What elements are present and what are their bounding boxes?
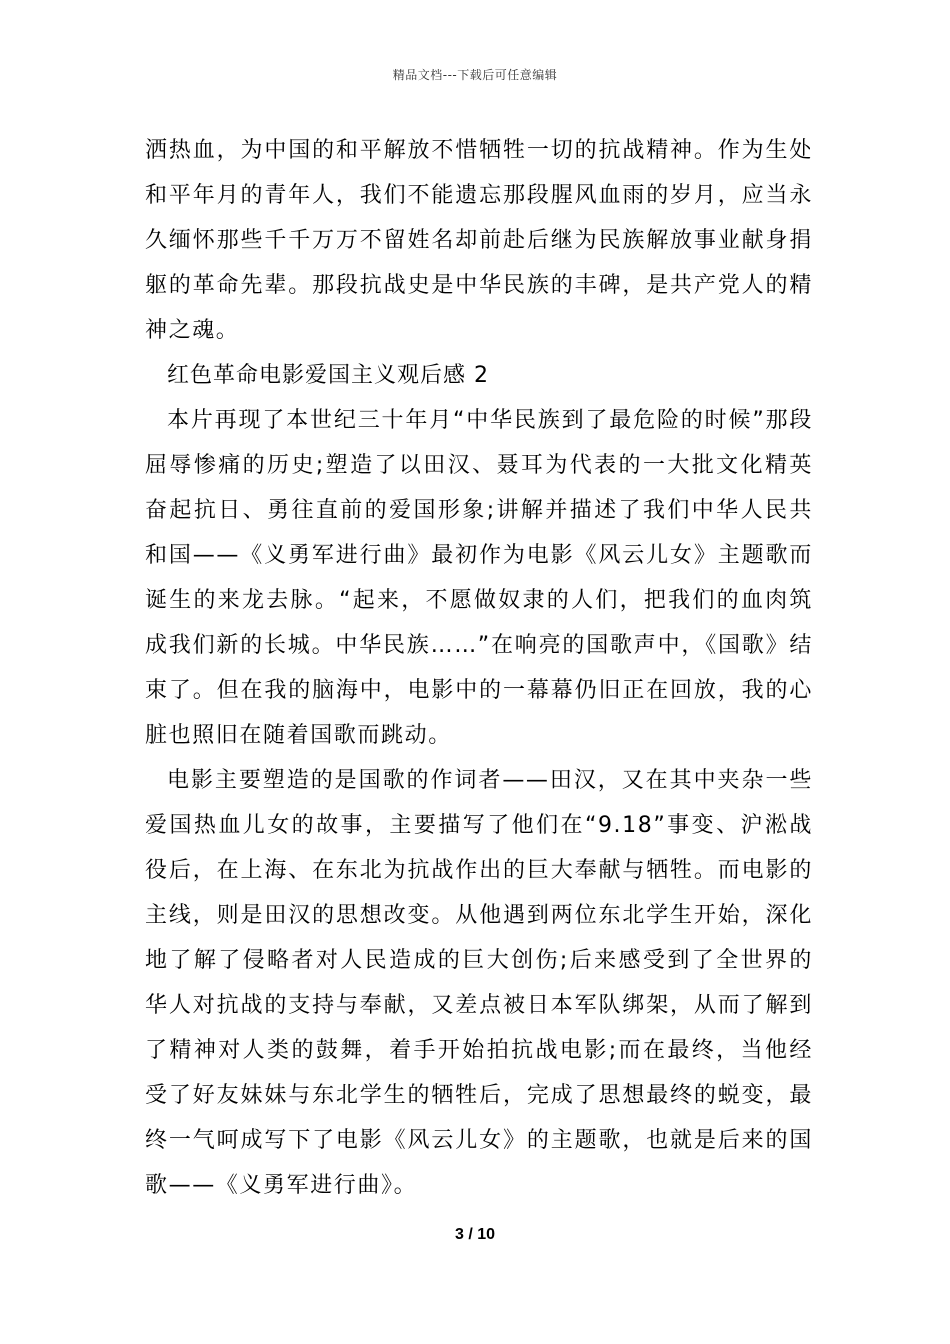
- paragraph-film-intro: 本片再现了本世纪三十年月“中华民族到了最危险的时候”那段屈辱惨痛的历史;塑造了以田汉、聂耳为代表的一大批文化精英奋起抗日、勇往直前的爱国形象;讲解并描述了我们中华人民共和国——《义勇军进行曲》最初作为电影《风云儿女》主题歌而诞生的来龙去脉。“起来，不愿做奴隶的人们，把我们的血肉筑成我们新的长城。中华民族……”在响亮的国歌声中，《国歌》结束了。但在我的脑海中，电影中的一幕幕仍旧正在回放，我的心脏也照旧在随着国歌而跳动。: [145, 408, 813, 748]
- page-number: 3 / 10: [454, 1226, 496, 1243]
- section-heading: 红色革命电影爱国主义观后感 2: [167, 363, 489, 388]
- document-body: [145, 128, 813, 1208]
- paragraph-film-plot: 电影主要塑造的是国歌的作词者——田汉，又在其中夹杂一些爱国热血儿女的故事，主要描写了他们在“9.18”事变、沪淞战役后，在上海、在东北为抗战作出的巨大奉献与牺牲。而电影的主线，则是田汉的思想改变。从他遇到两位东北学生开始，深化地了解了侵略者对人民造成的巨大创伤;后来感受到了全世界的华人对抗战的支持与奉献，又差点被日本军队绑架，从而了解到了精神对人类的鼓舞，着手开始拍抗战电影;而在最终，当他经受了好友妹妹与东北学生的牺牲后，完成了思想最终的蜕变，最终一气呵成写下了电影《风云儿女》的主题歌，也就是后来的国歌——《义勇军进行曲》。: [145, 768, 813, 1198]
- paragraph-continued: 洒热血，为中国的和平解放不惜牺牲一切的抗战精神。作为生处和平年月的青年人，我们不能遗忘那段腥风血雨的岁月，应当永久缅怀那些千千万万不留姓名却前赴后继为民族解放事业献身捐躯的革命先辈。那段抗战史是中华民族的丰碑，是共产党人的精神之魂。: [145, 138, 813, 343]
- page-header: 精品文档---下载后可任意编辑: [392, 68, 558, 82]
